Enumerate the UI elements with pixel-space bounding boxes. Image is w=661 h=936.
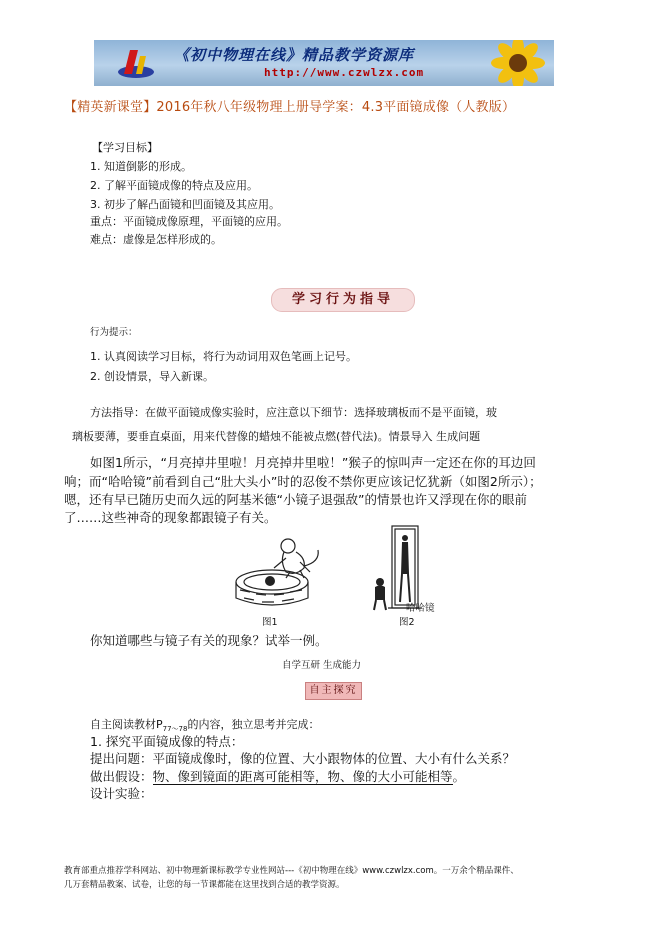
self-study-label: 自学互研 生成能力 [282, 660, 362, 671]
banner-title: 《初中物理在线》精品教学资源库 [174, 46, 415, 64]
site-logo-icon [116, 46, 156, 80]
design-label: 设计实验： [90, 786, 153, 801]
hypothesis [90, 767, 465, 785]
objective-item-1: 1. 知道倒影的形成。 [90, 160, 192, 173]
difficult-point: 难点：虚像是怎样形成的。 [90, 233, 222, 246]
guide-banner: 学习行为指导 [271, 288, 415, 312]
footer-line-2: 几万套精品教案、试卷，让您的每一节课都能在这里找到合适的教学资源。 [64, 880, 345, 890]
objectives-title: 【学习目标】 [92, 141, 158, 154]
figure-1-monkey-well [230, 532, 326, 612]
hypothesis-end: 。 [452, 769, 466, 784]
section-1-title: 1. 探究平面镜成像的特点： [90, 734, 244, 749]
footer-line-1: 教育部重点推荐学科网站、初中物理新课标教学专业性网站---《初中物理在线》www.czwlzx.com。一万余个精品课件、 [64, 866, 519, 876]
figure-2-label: 哈哈镜 [406, 603, 435, 614]
intro-line-3: 嗯，还有早已随历史而久远的阿基米德“小镜子退强敌”的情景也许又浮现在你的眼前 [64, 492, 527, 507]
intro-line-4: 了……这些神奇的现象都跟镜子有关。 [64, 510, 277, 525]
figure-1-caption: 图1 [262, 617, 278, 628]
method-line-1: 方法指导：在做平面镜成像实验时，应注意以下细节：选择玻璃板而不是平面镜，玻 [90, 406, 497, 419]
header-banner [94, 40, 554, 86]
objective-item-2: 2. 了解平面镜成像的特点及应用。 [90, 179, 258, 192]
intro-line-1: 如图1所示，“月亮掉井里啦！月亮掉井里啦！”猴子的惊叫声一定还在你的耳边回 [90, 455, 536, 470]
reading-pages: 77～78 [162, 725, 188, 734]
study-box: 自主探究 [305, 682, 362, 700]
banner-url[interactable]: http://www.czwlzx.com [264, 66, 425, 79]
behavior-title: 行为提示： [90, 327, 138, 338]
intro-line-2: 响；而“哈哈镜”前看到自己“肚大头小”时的忍俊不禁你更应该记忆犹新（如图2所示）； [64, 474, 542, 489]
reading-text: 自主阅读教材P [90, 718, 163, 731]
figure-2-caption: 图2 [399, 617, 415, 628]
sunflower-icon [478, 40, 548, 86]
hypothesis-answer: 物、像到镜面的距离可能相等，物、像的大小可能相等 [152, 769, 453, 784]
behavior-item-2: 2. 创设情景，导入新课。 [90, 370, 214, 383]
key-point: 重点：平面镜成像原理，平面镜的应用。 [90, 215, 288, 228]
question-text: 你知道哪些与镜子有关的现象？试举一例。 [90, 633, 328, 648]
reading-tail: 的内容，独立思考并完成： [187, 718, 320, 731]
behavior-item-1: 1. 认真阅读学习目标，将行为动词用双色笔画上记号。 [90, 350, 357, 363]
objective-item-3: 3. 初步了解凸面镜和凹面镜及其应用。 [90, 198, 280, 211]
ask-question: 提出问题：平面镜成像时，像的位置、大小跟物体的位置、大小有什么关系？ [90, 751, 516, 766]
method-line-2: 璃板要薄，要垂直桌面，用来代替像的蜡烛不能被点燃(替代法)。情景导入 生成问题 [72, 430, 481, 443]
hypothesis-label: 做出假设： [90, 769, 153, 784]
page-title: 【精英新课堂】2016年秋八年级物理上册导学案：4.3平面镜成像（人教版） [64, 100, 516, 115]
